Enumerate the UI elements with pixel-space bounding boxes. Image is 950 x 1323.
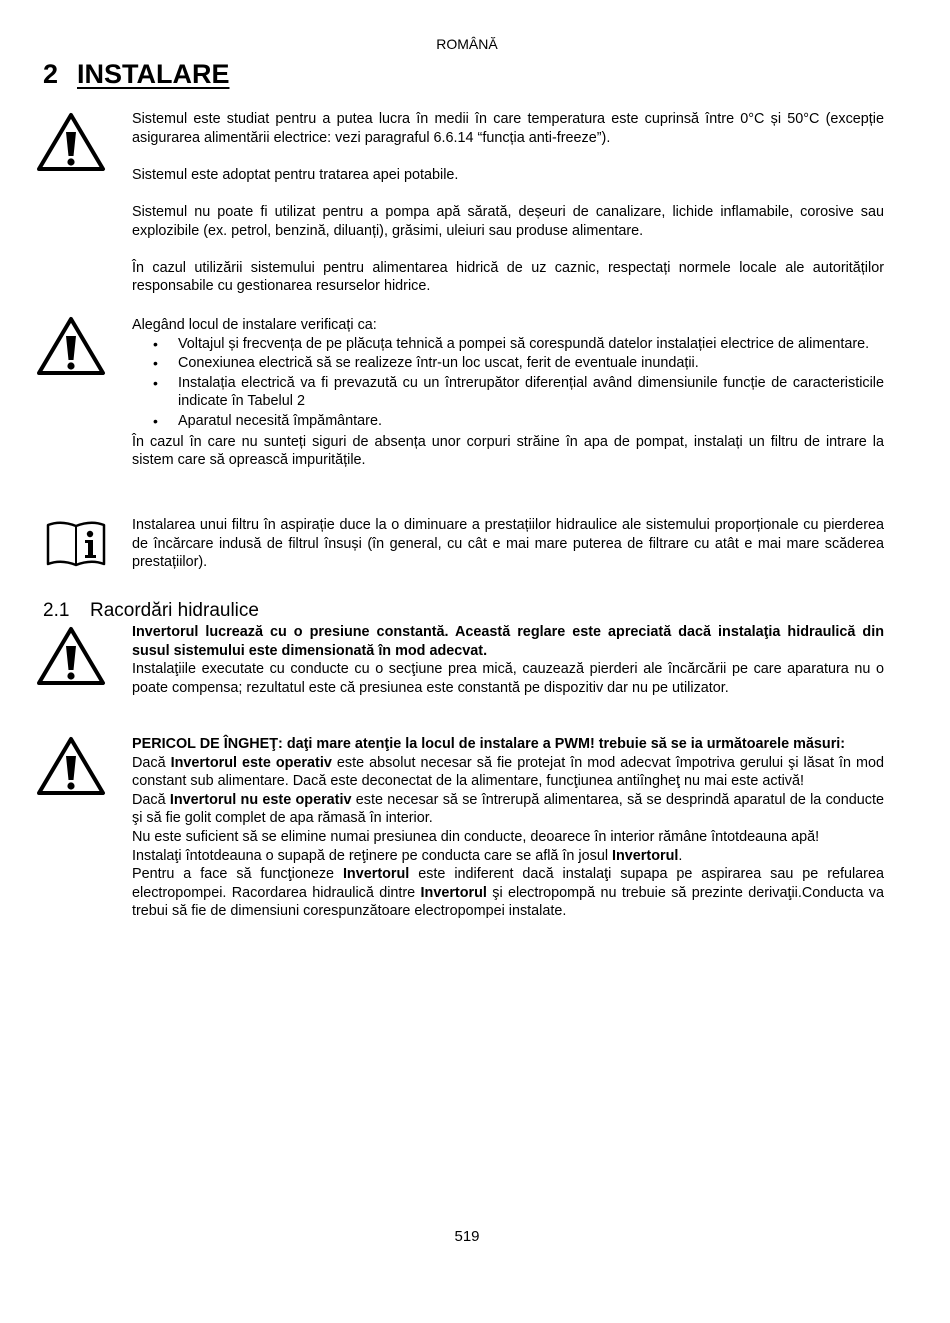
paragraph xyxy=(132,865,884,921)
paragraph: Sistemul este adoptat pentru tratarea apei potabile. xyxy=(132,166,459,183)
filter-info-block xyxy=(132,516,884,572)
list-item: • Aparatul necesită împământare. xyxy=(132,412,884,431)
section-heading xyxy=(43,600,259,622)
frost-danger-block xyxy=(132,735,884,921)
section-number: 2.1 xyxy=(43,600,70,621)
paragraph xyxy=(132,847,884,866)
text-run: şi electropompă nu trebuie să prezinte derivaţii.Conducta va trebui să fie de dimensiuni corespunzătoare electropompei instalate. xyxy=(132,884,884,920)
bold-paragraph: PERICOL DE ÎNGHEŢ: daţi mare atenţie la locul de instalare a PWM! trebuie să se ia următoarele măsuri: xyxy=(132,736,846,752)
section-title: Racordări hidraulice xyxy=(90,600,259,621)
page-language-header: ROMÂNĂ xyxy=(436,36,498,52)
check-list xyxy=(132,335,884,431)
chapter-number: 2 xyxy=(43,59,59,89)
page-number: 519 xyxy=(454,1228,480,1245)
text-run-bold: Invertorul xyxy=(342,866,410,883)
warning-triangle-icon xyxy=(36,626,106,686)
paragraph xyxy=(132,754,884,791)
paragraph: Nu este suficient să se elimine numai presiunea din conducte, deoarece în interior rămâne întotdeauna apă! xyxy=(132,828,820,845)
text-run-bold: Invertorul este operativ xyxy=(170,754,332,771)
text-run-bold: Invertorul xyxy=(420,884,487,901)
warning-triangle-icon xyxy=(36,316,106,376)
bold-paragraph: Invertorul lucrează cu o presiune constantă. Această reglare este apreciată dacă instalaţia hidraulică din susul sistemului este dimensionată în mod adecvat. xyxy=(132,624,884,659)
text-run: este necesar să se întrerupă alimentarea, să se desprindă aparatul de la conducte şi să fie golit complet de apa rămasă în interior. xyxy=(132,791,885,827)
warning-triangle-icon xyxy=(36,736,106,796)
text-run: . xyxy=(678,847,683,864)
paragraph: Sistemul este studiat pentru a putea lucra în medii în care temperatura este cuprinsă între 0°C și 50°C (excepție asigurarea alimentării electrice: vezi paragraful 6.6.14 “funcția anti-freeze”). xyxy=(132,111,884,146)
text-run: Dacă xyxy=(132,791,170,808)
paragraph: Instalaţiile executate cu conducte cu o secţiune prea mică, cauzează pierderi ale încărcării pe care aparatura nu o poate compensa; rezultatul este că presiunea este constantă pe dispozitiv dar nu pe utilizator. xyxy=(132,661,884,696)
installation-location-block xyxy=(132,316,884,470)
list-item: • Instalația electrică va fi prevazută cu un întrerupător diferențial având dimensiunile funcție de caracteristicile indicate în Tabelul 2 xyxy=(132,374,884,411)
text-run: este absolut necesar să fie protejat în mod adecvat împotriva gerului şi lăsat în mod constant sub alimentare. Dacă este deconectat de la alimentare, funcţiunea antiîngheţ nu mai este activă! xyxy=(132,754,885,790)
text-run: Pentru a face să funcţioneze xyxy=(132,866,343,883)
paragraph: Sistemul nu poate fi utilizat pentru a pompa apă sărată, deșeuri de canalizare, lichide inflamabile, corosive sau explozibile (ex. petrol, benzină, diluanți), grăsimi, uleiuri sau produse alimentare. xyxy=(132,203,884,239)
hydraulic-pressure-block xyxy=(132,623,884,697)
text-run: Dacă xyxy=(132,754,171,771)
paragraph: În cazul utilizării sistemului pentru alimentarea hidrică de uz caznic, respectați normele locale ale autorităților responsabile cu gestionarea resurselor hidrice. xyxy=(132,259,884,295)
manual-info-icon xyxy=(45,519,107,569)
paragraph: Alegând locul de instalare verificați ca: xyxy=(132,317,377,333)
paragraph: Instalarea unui filtru în aspirație duce la o diminuare a prestațiilor hidraulice ale sistemului proporționale cu pierderea de încărcare indusă de filtrul însuși (în general, cu cât e mai mare puterea de filtrare cu atât e mai mare scăderea prestațiilor). xyxy=(132,517,884,571)
text-run: Instalaţi întotdeauna o supapă de reţinere pe conducta care se află în josul xyxy=(132,847,613,864)
text-run-bold: Invertorul xyxy=(612,847,679,864)
list-item: • Voltajul și frecvența de pe plăcuța tehnică a pompei să corespundă datelor instalației electrice de alimentare. xyxy=(132,335,884,354)
intro-text-block xyxy=(132,110,884,296)
list-item: • Conexiunea electrică să se realizeze într-un loc uscat, ferit de eventuale inundații. xyxy=(132,354,884,373)
paragraph: În cazul în care nu sunteți siguri de absența unor corpuri străine în apa de pompat, instalați un filtru de intrare la sistem care să oprească impuritățile. xyxy=(132,433,884,469)
chapter-heading xyxy=(43,58,230,90)
paragraph xyxy=(132,791,884,828)
warning-triangle-icon xyxy=(36,112,106,172)
chapter-title: INSTALARE xyxy=(77,59,230,89)
text-run-bold: Invertorul nu este operativ xyxy=(169,791,352,808)
text-run: este indiferent dacă instalaţi supapa pe aspirarea sau pe refularea electropompei. Racordarea hidraulică dintre xyxy=(132,866,884,901)
